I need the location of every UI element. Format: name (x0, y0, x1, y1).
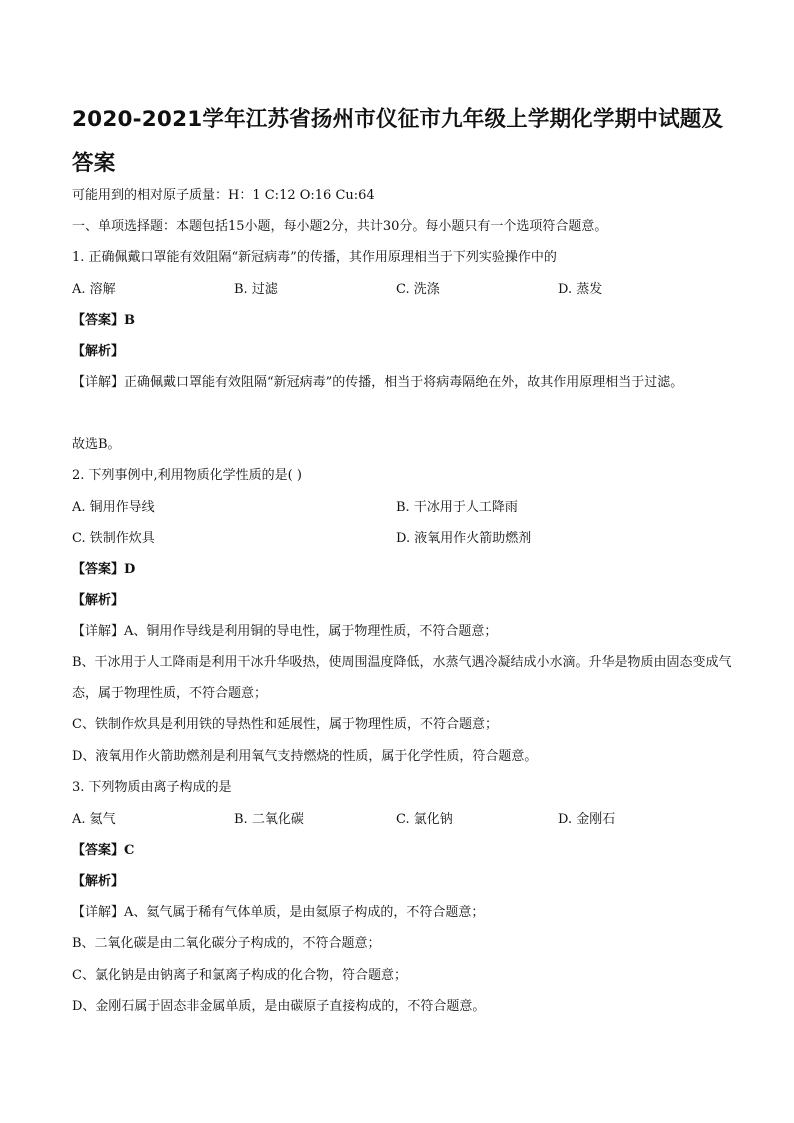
document-title: 2020-2021学年江苏省扬州市仪征市九年级上学期化学期中试题及答案 (72, 107, 724, 176)
q3-option-d: D. 金刚石 (558, 812, 616, 827)
q3-analysis-label: 【解析】 (72, 874, 125, 889)
q3-answer: 【答案】C (72, 843, 135, 858)
q3-option-a: A. 氦气 (72, 812, 116, 827)
q2-detail-a: 【详解】A、铜用作导线是利用铜的导电性，属于物理性质，不符合题意； (72, 624, 498, 639)
atomic-masses: 可能用到的相对原子质量：H：1 C:12 O:16 Cu:64 (72, 188, 375, 203)
q2-option-a: A. 铜用作导线 (72, 500, 155, 515)
q2-detail-b: B、干冰用于人工降雨是利用干冰升华吸热，使周围温度降低，水蒸气遇冷凝结成小水滴。升华是物质由固态变成气态，属于物理性质，不符合题意； (72, 655, 732, 701)
q1-analysis-label: 【解析】 (72, 344, 125, 359)
q3-detail-a: 【详解】A、氦气属于稀有气体单质，是由氦原子构成的，不符合题意； (72, 905, 485, 920)
q2-analysis-label: 【解析】 (72, 593, 125, 608)
q3-stem: 3. 下列物质由离子构成的是 (72, 780, 232, 795)
section-intro: 一、单项选择题：本题包括15小题，每小题2分，共计30分。每小题只有一个选项符合题意。 (72, 219, 608, 234)
q3-option-b: B. 二氧化碳 (234, 812, 304, 827)
q1-answer: 【答案】B (72, 313, 135, 328)
q3-option-c: C. 氯化钠 (396, 812, 453, 827)
q3-detail-c: C、氯化钠是由钠离子和氯离子构成的化合物，符合题意； (72, 968, 407, 983)
q1-conclusion: 故选B。 (72, 437, 121, 452)
q1-option-a: A. 溶解 (72, 282, 116, 297)
q2-detail-c: C、铁制作炊具是利用铁的导热性和延展性，属于物理性质，不符合题意； (72, 717, 498, 732)
q1-option-b: B. 过滤 (234, 282, 278, 297)
q3-detail-d: D、金刚石属于固态非金属单质，是由碳原子直接构成的，不符合题意。 (72, 999, 486, 1014)
q1-stem: 1. 正确佩戴口罩能有效阻隔“新冠病毒”的传播，其作用原理相当于下列实验操作中的 (72, 250, 557, 265)
q2-option-b: B. 干冰用于人工降雨 (396, 500, 518, 515)
q2-stem: 2. 下列事例中,利用物质化学性质的是( ) (72, 468, 302, 483)
q2-answer: 【答案】D (72, 562, 136, 577)
q1-detail: 【详解】正确佩戴口罩能有效阻隔“新冠病毒”的传播，相当于将病毒隔绝在外，故其作用原理相当于过滤。 (72, 375, 684, 390)
q3-detail-b: B、二氧化碳是由二氧化碳分子构成的，不符合题意； (72, 936, 381, 951)
q1-option-d: D. 蒸发 (558, 282, 603, 297)
q2-option-c: C. 铁制作炊具 (72, 531, 155, 546)
q2-option-d: D. 液氧用作火箭助燃剂 (396, 531, 532, 546)
q1-option-c: C. 洗涤 (396, 282, 440, 297)
q2-detail-d: D、液氧用作火箭助燃剂是利用氧气支持燃烧的性质，属于化学性质，符合题意。 (72, 749, 538, 764)
